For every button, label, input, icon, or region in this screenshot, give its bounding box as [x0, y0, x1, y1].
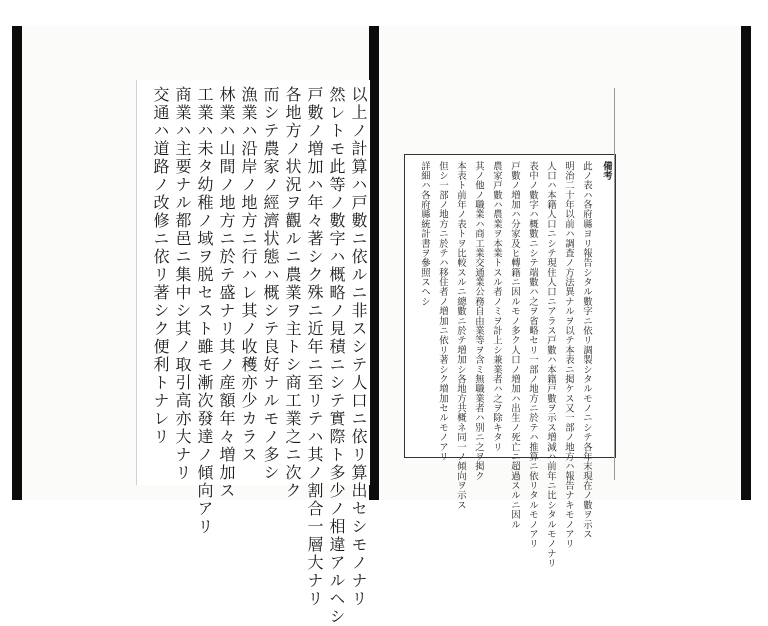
right-printed-leaf	[404, 154, 616, 568]
handwritten-column: 然レトモ此等ノ數字ハ概略ノ見積ニシテ實際ト多少ノ相違アルヘシ	[327, 86, 346, 626]
center-gutter	[369, 26, 379, 500]
handwritten-column: 工業ハ未タ幼稚ノ域ヲ脱セスト雖モ漸次發達ノ傾向アリ	[195, 86, 214, 536]
right-page-fold-line	[614, 88, 615, 480]
left-cover-edge	[12, 26, 22, 500]
handwritten-column: 交通ハ道路ノ改修ニ依リ著シク便利トナレリ	[151, 86, 170, 446]
printed-note-column: 本表ト前年ノ表トヲ比較スルニ總數ニ於テ増加シ各地方共概ネ同一ノ傾向ヲ示ス	[455, 161, 466, 510]
printed-note-column: 但シ一部ノ地方ニ於テハ移住者ノ増加ニ依リ著シク増加セルモノアリ	[437, 161, 448, 462]
handwritten-column: 商業ハ主要ナル都邑ニ集中シ其ノ取引高亦大ナリ	[173, 86, 192, 482]
printed-note-column: 人口ハ本籍人口ニシテ現住人口ニアラス戸數ハ本籍戸數ヲ示ス増減ハ前年ニ比シタルモノナリ	[545, 161, 556, 568]
left-manuscript-leaf	[136, 80, 370, 626]
handwritten-column: 戸數ノ増加ハ年々著シク殊ニ近年ニ至リテハ其ノ割合一層大ナリ	[305, 86, 324, 608]
printed-note-column: 明治二十年以前ハ調査ノ方法異ナルヲ以テ本表ニ掲ケス又一部ノ地方ハ報告ナキモノアリ	[563, 161, 574, 549]
handwritten-column: 漁業ハ沿岸ノ地方ニ行ハレ其ノ收穫亦少カラス	[239, 86, 258, 464]
printed-note-column: 農家戸數ハ農業ヲ本業トスル者ノミヲ計上シ兼業者ハ之ヲ除キタリ	[491, 161, 502, 452]
right-cover-edge	[741, 26, 751, 500]
handwritten-column: 林業ハ山間ノ地方ニ於テ盛ナリ其ノ産額年々増加ス	[217, 86, 236, 500]
handwritten-column: 各地方ノ状況ヲ觀ルニ農業ヲ主トシ商工業之ニ次ク	[283, 86, 302, 500]
handwritten-column: 而シテ農家ノ經濟状態ハ概シテ良好ナルモノ多シ	[261, 86, 280, 482]
handwritten-column: 以上ノ計算ハ戸數ニ依ルニ非スシテ人口ニ依リ算出セシモノナリ	[349, 86, 368, 608]
notes-header: 備考	[601, 161, 612, 181]
printed-note-column: 戸數ノ増加ハ分家及ヒ轉籍ニ因ルモノ多ク人口ノ増加ハ出生ノ死亡ニ超過スルニ因ル	[509, 161, 520, 530]
printed-note-column: 表中ノ數字ハ概數ニシテ端數ハ之ヲ省略セリ一部ノ地方ニ於テハ推算ニ依リタルモノアリ	[527, 161, 538, 549]
printed-note-column: 此ノ表ハ各府縣ヨリ報告シタル數字ニ依リ調製シタルモノニシテ各年末現在ノ數ヲ示ス	[581, 161, 592, 539]
printed-note-column: 其ノ他ノ職業ハ商工業交通業公務自由業等ヲ含ミ無職業者ハ別ニ之ヲ掲ク	[473, 161, 484, 481]
printed-note-column: 詳細ハ各府縣統計書ヲ參照スヘシ	[419, 161, 430, 307]
